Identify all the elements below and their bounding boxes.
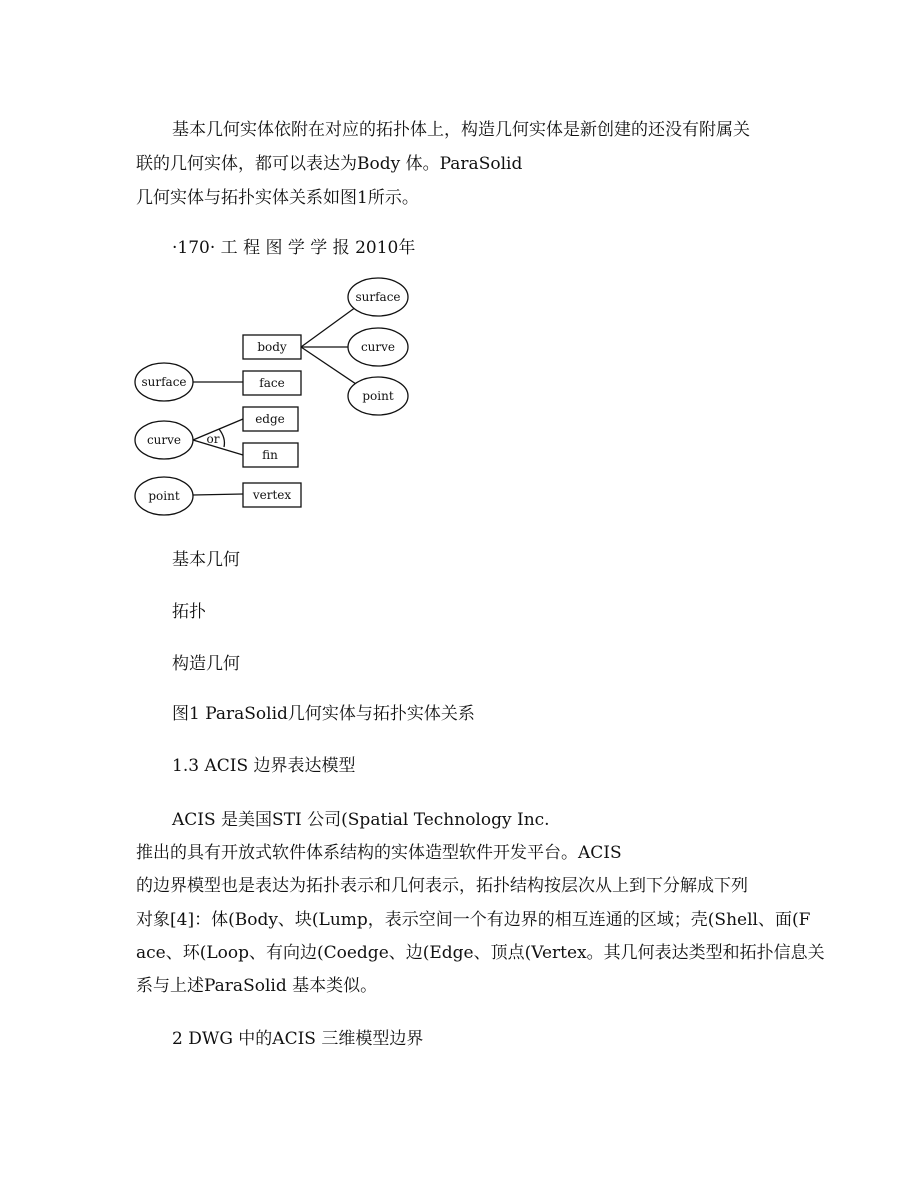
figure-label-topology: 拓扑	[172, 602, 206, 622]
parasolid-entity-diagram	[133, 276, 423, 522]
section-1-3-line-6: 系与上述ParaSolid 基本类似。	[136, 976, 378, 996]
paragraph-1-line-2: 联的几何实体，都可以表达为Body 体。ParaSolid	[136, 154, 523, 174]
section-2-heading: 2 DWG 中的ACIS 三维模型边界	[172, 1029, 424, 1049]
figure-label-construction: 构造几何	[172, 654, 240, 674]
section-1-3-line-3: 的边界模型也是表达为拓扑表示和几何表示，拓扑结构按层次从上到下分解成下列	[136, 876, 748, 896]
node-body-surface-label: surface	[355, 290, 401, 304]
link-body-point	[301, 347, 356, 384]
section-1-3-line-1: ACIS 是美国STI 公司(Spatial Technology Inc.	[172, 810, 550, 830]
node-body-curve-label: curve	[360, 340, 396, 354]
node-body-point-label: point	[362, 389, 394, 403]
node-body-label: body	[257, 340, 287, 354]
paragraph-1-line-3: 几何实体与拓扑实体关系如图1所示。	[136, 188, 419, 208]
section-1-3-line-5: ace、环(Loop、有向边(Coedge、边(Edge、顶点(Vertex。其几何表达类型和拓扑信息关	[136, 943, 825, 963]
paragraph-1-line-1: 基本几何实体依附在对应的拓扑体上，构造几何实体是新创建的还没有附属关	[172, 120, 750, 140]
journal-header: ·170· 工 程 图 学 学 报 2010年	[172, 238, 416, 258]
node-vertex-label: vertex	[252, 488, 292, 502]
node-edge-label: edge	[255, 412, 285, 426]
node-left-point-label: point	[148, 489, 180, 503]
figure-label-geometry: 基本几何	[172, 550, 240, 570]
node-left-curve-label: curve	[146, 433, 182, 447]
section-1-3-line-4: 对象[4]：体(Body、块(Lump，表示空间一个有边界的相互连通的区域；壳(Shell、面(F	[136, 910, 811, 930]
or-arc	[219, 429, 224, 447]
section-1-3-line-2: 推出的具有开放式软件体系结构的实体造型软件开发平台。ACIS	[136, 843, 622, 863]
node-left-surface-label: surface	[141, 375, 187, 389]
node-face-label: face	[259, 376, 285, 390]
link-body-surface	[301, 307, 356, 347]
section-1-3-heading: 1.3 ACIS 边界表达模型	[172, 756, 356, 776]
figure-caption: 图1 ParaSolid几何实体与拓扑实体关系	[172, 704, 475, 724]
link-point-vertex	[193, 494, 243, 495]
or-label: or	[206, 432, 220, 446]
node-fin-label: fin	[262, 448, 278, 462]
